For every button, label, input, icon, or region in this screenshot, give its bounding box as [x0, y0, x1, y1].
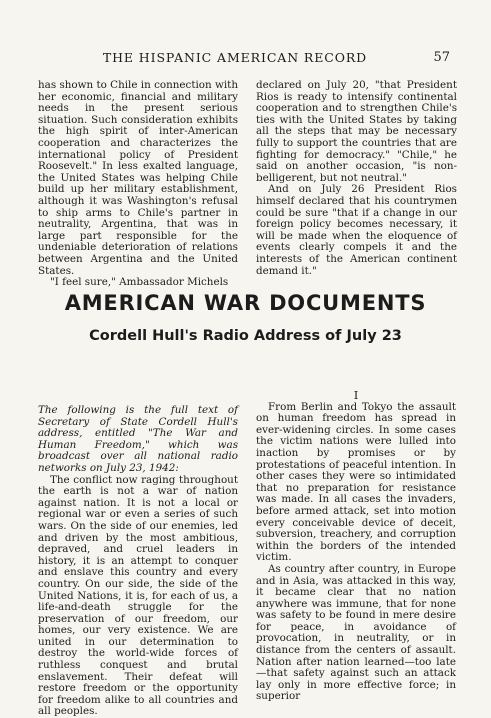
section-numeral: I	[353, 389, 359, 402]
top-left-column	[38, 80, 238, 289]
intro-note: The following is the full text of Secretary of State Cordell Hull's address, entitled "The War and Human Freedom," which was broadcast over all national radio networks on July 23, 1942:	[38, 404, 238, 474]
top-right-column	[256, 80, 457, 277]
journal-title: THE HISPANIC AMERICAN RECORD	[102, 50, 368, 65]
paragraph: From Berlin and Tokyo the assault on human freedom has spread in ever-widening circles. In some cases the victim nations were lulled into inaction by promises or by protestations of peaceful intention. In other cases they were so intimidated that no preparation for resistance was made. In all cases the invaders, before armed attack, set into motion every conceivable device of deceit, subversion, treachery, and corruption within the borders of the intended victim.	[256, 400, 456, 564]
running-header	[20, 50, 450, 64]
bottom-right-column	[256, 390, 456, 703]
paragraph: "I feel sure," Ambassador Michels	[50, 276, 229, 289]
paragraph: And on July 26 President Rios himself declared that his countrymen could be sure "that if a change in our foreign policy becomes necessary, it will be made when the eloquence of events clearly compels it and the interests of the American continent demand it."	[256, 183, 457, 277]
paragraph: As country after country, in Europe and in Asia, was attacked in this way, it became clear that no nation anywhere was immune, that for none was safety to be found in mere desire for peace, in avoidance of provocation, in neutrality, or in distance from the centers of assault. Nation after nation learned—too late—that safety against such an attack lay only in more effective force; in superior	[256, 562, 456, 703]
page-number: 57	[433, 50, 450, 65]
bottom-left-column	[38, 405, 238, 718]
paragraph: has shown to Chile in connection with her economic, financial and military needs in the present serious situation. Such consideration exhibits the high spirit of inter-American cooperation and characterizes the international policy of President Roosevelt." In less exalted language, the United States was helping Chile build up her military establishment, although it was Washington's refusal to ship arms to Chile's partner in neutrality, Argentina, that was in large part responsible for the undeniable deterioration of relations between Argentina and the United States.	[38, 79, 238, 277]
paragraph: The conflict now raging throughout the earth is not a war of nation against nation. It is not a local or regional war or even a series of such wars. On the side of our enemies, led and driven by the most ambitious, depraved, and cruel leaders in history, it is an attempt to conquer and enslave this country and every country. On our side, the side of the United Nations, it is, for each of us, a life-and-death struggle for the preservation of our freedom, our homes, our very existence. We are united in our determination to destroy the world-wide forces of ruthless conquest and brutal enslavement. Their defeat will restore freedom or the opportunity for freedom alike to all countries and all peoples.	[38, 473, 238, 718]
paragraph: declared on July 20, "that President Rios is ready to intensify continental cooperation and to strengthen Chile's ties with the United States by taking all the steps that may be necessary fully to support the countries that are fighting for democracy." "Chile," he said on another occasion, "is non-belligerent, but not neutral."	[256, 79, 457, 184]
article-title: Cordell Hull's Radio Address of July 23	[89, 328, 402, 344]
section-heading: AMERICAN WAR DOCUMENTS	[64, 291, 427, 315]
